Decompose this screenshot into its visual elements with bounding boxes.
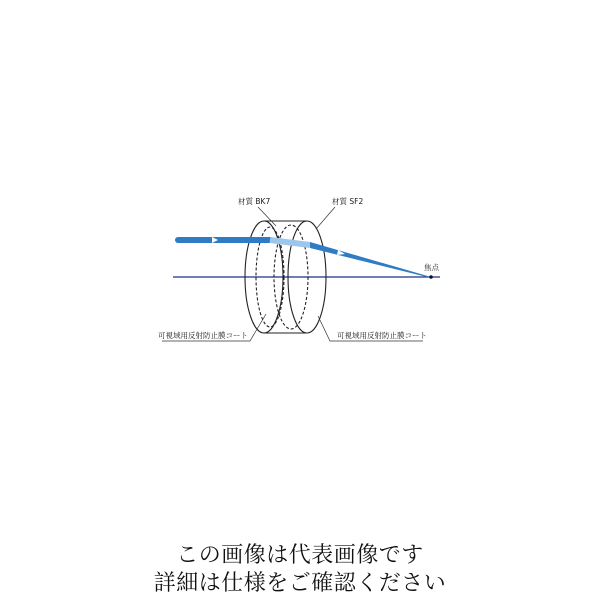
focal-point-label: 焦点 (424, 263, 439, 272)
coating-right-label: 可視域用反射防止膜コート (337, 331, 427, 340)
caption-line-1: この画像は代表画像です (176, 543, 424, 568)
light-beam (178, 237, 431, 278)
material-bk7-label: 材質 BK7 (238, 197, 271, 206)
material-bk7-leader (258, 207, 276, 226)
beam-inside-lens (270, 240, 310, 245)
focal-point-dot (429, 275, 433, 279)
material-sf2-leader (316, 207, 335, 229)
beam-outgoing (310, 242, 431, 278)
coating-left-label: 可視域用反射防止膜コート (158, 331, 248, 340)
caption-line-2: 詳細は仕様をご確認ください (153, 571, 447, 596)
material-sf2-label: 材質 SF2 (332, 197, 364, 206)
